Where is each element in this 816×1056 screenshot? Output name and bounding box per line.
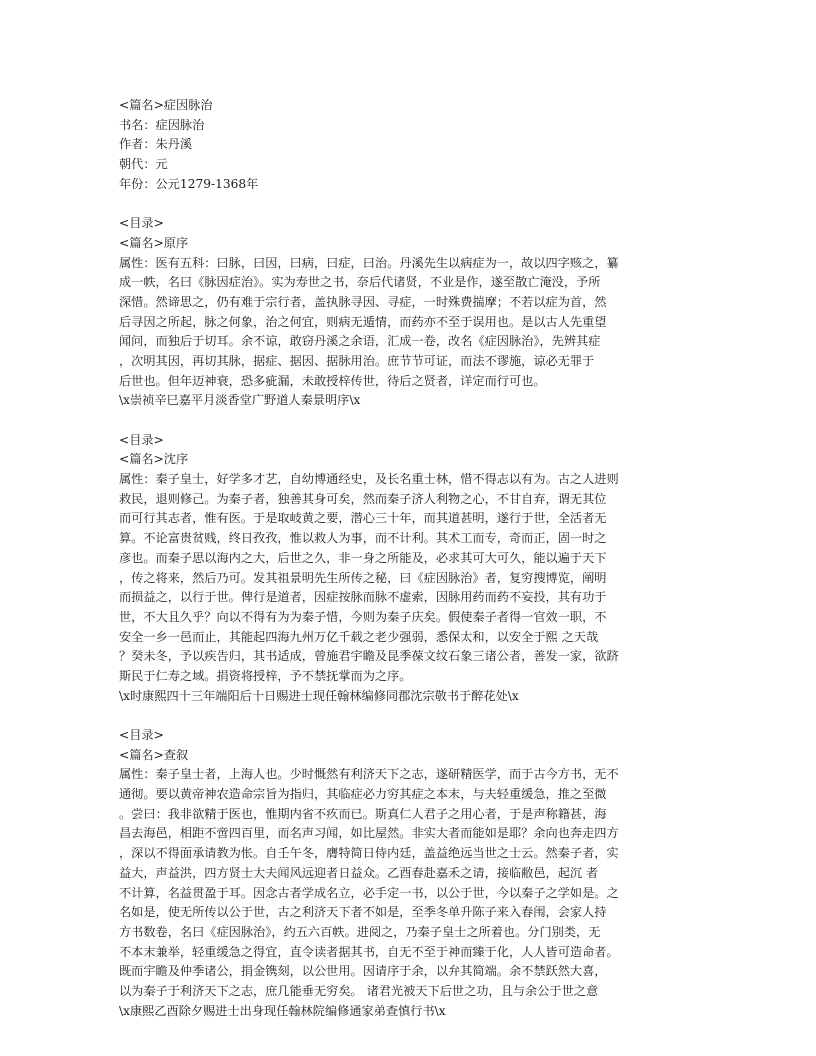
header-title-tag: <篇名>症因脉治: [119, 98, 213, 112]
text-line: 救民，退则修己。为秦子者，独善其身可矣，然而秦子济人利物之心，不甘自弃，谓无其位: [119, 491, 607, 506]
text-line: ，次明其因，再切其脉，据症、据因、据脉用治。庶节节可证，而法不谬施，谅必无罪于: [119, 353, 595, 368]
text-line: 益大，声益洪，四方贤士大夫闻风远迎者日益众。乙酉春赴嘉禾之请，接临敝邑，起沉 者: [119, 865, 599, 880]
text-line: 既而宇瞻及仲季诸公，捐金镌刻，以公世用。因请序于余，以弁其简端。余不禁跃然大喜，: [119, 964, 607, 979]
text-line: ，深以不得面承请教为怅。自壬午冬，膺特简日侍内廷，盖益绝远当世之士云。然秦子者，实: [119, 846, 619, 861]
text-line: 后寻因之所起，脉之何象，治之何宜，则病无遁情，而药亦不至于误用也。是以古人先重望: [119, 314, 607, 329]
text-line: 而损益之，以行于世。俾行是道者，因症按脉而脉不虚索，因脉用药而药不妄投，其有功于: [119, 590, 607, 605]
toc-tag: <目录>: [119, 432, 164, 447]
spacer: [119, 194, 701, 214]
text-line: 不计算，名益贯盈于耳。因念古者学成名立，必手定一书，以公于世，今以秦子之学如是。之: [119, 885, 619, 900]
section-chaxu: [119, 726, 701, 1021]
text-line: 昌去海邑，相距不啻四百里，而名声习闻，如比屋然。非实大者而能如是耶？余向也奔走四方: [119, 826, 619, 841]
text-line: 属性：秦子皇士者，上海人也。少时慨然有利济天下之志，遂研精医学，而于古今方书，无不: [119, 767, 619, 782]
text-line: 安全一乡一邑而止，其能起四海九州万亿千载之老少强弱，悉保太和，以安全于熙 之天哉: [119, 629, 599, 644]
signature-line: \x康熙乙酉除夕赐进士出身现任翰林院编修通家弟查慎行书\x: [119, 1003, 446, 1018]
text-line: 闻问，而独后于切耳。余不谅，敢窃丹溪之余语，汇成一卷，改名《症因脉治》，先辨其症: [119, 334, 601, 349]
text-line: 彦也。而秦子思以海内之大，后世之久，非一身之所能及，必求其可大可久，能以遍于天下: [119, 550, 607, 565]
text-line: 深惜。然谛思之，仍有难于宗行者，盖执脉寻因、寻症，一时殊费揣摩；不若以症为首，然: [119, 294, 607, 309]
toc-tag: <目录>: [119, 216, 164, 231]
text-line: 不本末兼举，轻重缓急之得宜，直令读者据其书，自无不至于神而臻于化，人人皆可造命者。: [119, 944, 619, 959]
text-line: ，传之将来，然后乃可。发其祖景明先生所传之秘，曰《症因脉治》者，复穷搜博览，阐明: [119, 570, 607, 585]
text-line: 斯民于仁寿之域。捐资将授梓，予不禁抚掌而为之序。: [119, 668, 412, 683]
section-yuanxu: [119, 214, 701, 411]
document-page: [119, 96, 701, 1021]
text-line: 方书数卷，名曰《症因脉治》，约五六百帙。进阅之，乃秦子皇士之所着也。分门别类，无: [119, 924, 601, 939]
signature-line: \x时康熙四十三年端阳后十日赐进士现任翰林编修同郡沈宗敬书于醉花处\x: [119, 688, 519, 703]
text-line: 属性：秦子皇士，好学多才艺，自幼博通经史，及长名重士林，惜不得志以有为。古之人进则: [119, 472, 619, 487]
text-line: 而可行其志者，惟有医。于是取岐黄之要，潜心三十年，而其道甚明，遂行于世，全活者无: [119, 511, 607, 526]
section-title: <篇名>沈序: [119, 452, 189, 467]
spacer: [119, 706, 701, 726]
signature-line: \x崇祯辛巳嘉平月淡香堂广野道人秦景明序\x: [119, 393, 361, 408]
text-line: 属性：医有五科：曰脉，曰因，曰病，曰症，曰治。丹溪先生以病症为一，故以四字赅之，纂: [119, 255, 619, 270]
text-line: 通彻。要以黄帝神农造命宗旨为指归，其临症必力穷其症之本末，与夫轻重缓急，推之至微: [119, 787, 607, 802]
text-line: 以为秦子于利济天下之志，庶几能垂无穷矣。 诸君光被天下后世之功，且与余公于世之意: [119, 983, 599, 998]
section-shenxu: [119, 431, 701, 707]
text-line: ？癸未冬，予以疾告归，其书适成，曾施君宇瞻及昆季葆文纹石象三诸公者，善发一家，欲跻: [119, 649, 619, 664]
author: 作者：朱丹溪: [119, 137, 193, 152]
dynasty: 朝代：元: [119, 157, 168, 172]
toc-tag: <目录>: [119, 728, 164, 742]
text-line: 名如是，使无所传以公于世，古之利济天下者不如是，至季冬单升陈子来入春闱，会家人持: [119, 905, 607, 920]
book-name: 书名：症因脉治: [119, 117, 205, 132]
text-line: 世，不大且久乎？向以不得有为为秦子惜，今则为秦子庆矣。假使秦子者得一官效一职，不: [119, 609, 607, 624]
text-line: 后世也。但年迈神衰，恐多疵漏，未敢授梓传世，待后之贤者，详定而行可也。: [119, 373, 546, 388]
text-line: 。尝曰：我非欲精于医也，惟期内省不疚而已。斯真仁人君子之用心者，于是声称籍甚，海: [119, 806, 607, 821]
spacer: [119, 411, 701, 431]
years: 年份：公元1279-1368年: [119, 176, 259, 191]
text-line: 算。不论富贵贫贱，终日孜孜，惟以救人为事，而不计利。其术工而专，奇而正，固一时之: [119, 531, 607, 546]
section-title: <篇名>原序: [119, 235, 189, 250]
text-line: 成一帙，名曰《脉因症治》。实为寿世之书，奈后代诸贤，不业是作，遂至散亡淹没，予所: [119, 275, 601, 290]
section-title: <篇名>查叙: [119, 747, 189, 762]
